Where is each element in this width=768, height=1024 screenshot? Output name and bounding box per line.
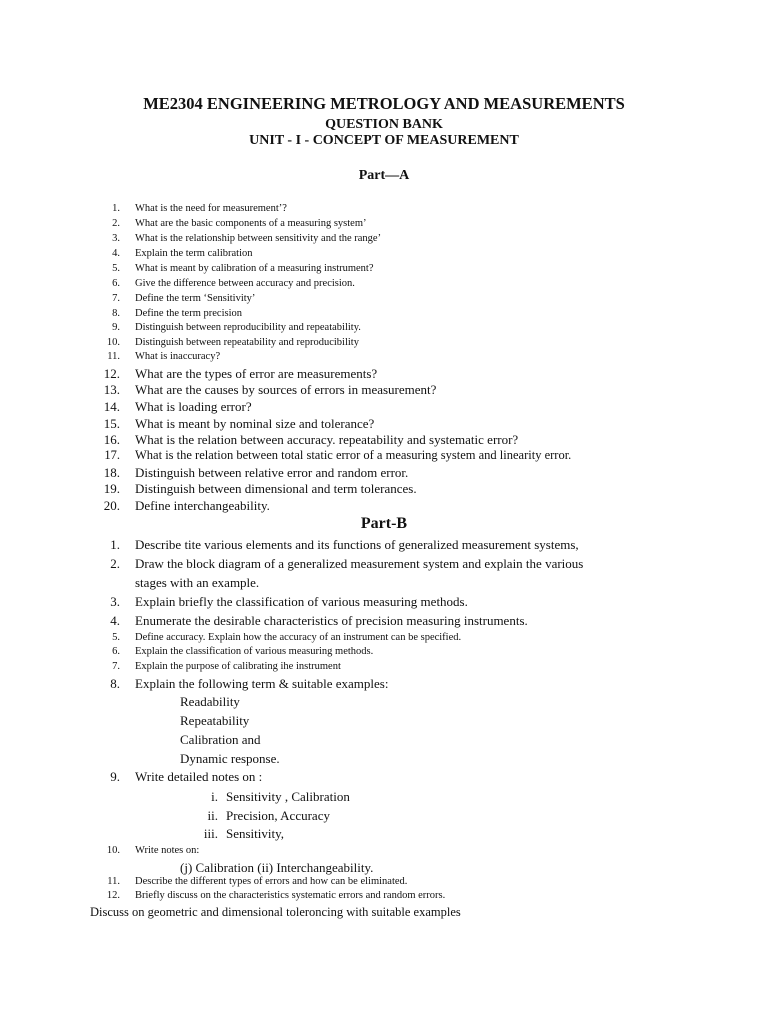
question-number: 10. bbox=[106, 845, 120, 856]
question-number: 8. bbox=[110, 676, 120, 691]
question-number: 2. bbox=[112, 218, 120, 229]
question-text: Distinguish between relative error and random error. bbox=[135, 465, 409, 480]
question-number: 11. bbox=[107, 876, 120, 887]
question-text: Describe the different types of errors and how can be eliminated. bbox=[135, 876, 408, 887]
question-number: 4. bbox=[110, 613, 120, 628]
question-number: 11. bbox=[107, 351, 120, 362]
question-number: 18. bbox=[103, 465, 120, 480]
question-text: What are the basic components of a measuring system’ bbox=[135, 218, 367, 229]
question-text: Explain briefly the classification of various measuring methods. bbox=[135, 594, 468, 609]
question-text: Distinguish between reproducibility and repeatability. bbox=[135, 322, 361, 333]
question-number: 1. bbox=[110, 537, 120, 552]
question-number: 19. bbox=[103, 481, 120, 496]
question-number: 6. bbox=[112, 646, 120, 657]
question-text: Define the term ‘Sensitivity’ bbox=[135, 293, 256, 304]
term-item: Calibration and bbox=[180, 732, 261, 747]
question-text: Explain the purpose of calibrating ihe instrument bbox=[135, 661, 341, 672]
subitem-text: Sensitivity, bbox=[226, 826, 285, 841]
document-title: ME2304 ENGINEERING METROLOGY AND MEASUREMENTS bbox=[143, 94, 625, 113]
final-question: Discuss on geometric and dimensional toleroncing with suitable examples bbox=[90, 905, 461, 919]
question-text: Distinguish between repeatability and reproducibility bbox=[135, 337, 359, 348]
question-number: 9. bbox=[110, 769, 120, 784]
question-text: What are the causes by sources of errors in measurement? bbox=[135, 382, 437, 397]
question-number: 1. bbox=[112, 203, 120, 214]
question-number: 7. bbox=[112, 293, 120, 304]
question-number: 5. bbox=[112, 263, 120, 274]
subitem-number: iii. bbox=[203, 826, 218, 841]
question-text: Enumerate the desirable characteristics of precision measuring instruments. bbox=[135, 613, 528, 628]
term-item: Repeatability bbox=[180, 713, 250, 728]
subitem bbox=[194, 826, 284, 842]
question-text: Explain the term calibration bbox=[135, 248, 253, 259]
question-text: Explain the classification of various measuring methods. bbox=[135, 646, 374, 657]
question-number: 15. bbox=[103, 416, 120, 431]
question-text: What is loading error? bbox=[135, 399, 252, 414]
question-text: Explain the following term & suitable examples: bbox=[135, 676, 389, 691]
subitem bbox=[194, 808, 330, 824]
part-a-heading: Part—A bbox=[358, 168, 410, 183]
subitem-text: Precision, Accuracy bbox=[226, 808, 330, 823]
question-text: Define interchangeability. bbox=[135, 498, 270, 513]
question-text: Give the difference between accuracy and precision. bbox=[135, 278, 355, 289]
question-number: 13. bbox=[103, 382, 120, 397]
question-number: 7. bbox=[112, 661, 120, 672]
question-number: 8. bbox=[112, 308, 120, 319]
question-number: 16. bbox=[103, 432, 120, 447]
question-text: Define accuracy. Explain how the accuracy of an instrument can be specified. bbox=[135, 632, 462, 643]
subitem bbox=[194, 789, 350, 805]
question-number: 4. bbox=[112, 248, 120, 259]
question-text: Write detailed notes on : bbox=[135, 769, 263, 784]
question-text: What is meant by nominal size and tolerance? bbox=[135, 416, 375, 431]
question-text: stages with an example. bbox=[135, 575, 260, 590]
term-item: Dynamic response. bbox=[180, 751, 280, 766]
term-item: Readability bbox=[180, 694, 240, 709]
question-text: What are the types of error are measurements? bbox=[135, 366, 378, 381]
question-number: 3. bbox=[112, 233, 120, 244]
question-number: 9. bbox=[112, 322, 120, 333]
question-number: 12. bbox=[106, 890, 120, 901]
question-text: Write notes on: bbox=[135, 845, 200, 856]
question-number: 10. bbox=[106, 337, 120, 348]
question-text: What is the need for measurement’? bbox=[135, 203, 287, 214]
question-number: 17. bbox=[104, 448, 120, 462]
question-text: What is the relation between total static error of a measuring system and linearity error. bbox=[135, 448, 572, 462]
question-text: Describe tite various elements and its functions of generalized measurement systems, bbox=[135, 537, 579, 552]
question-number: 14. bbox=[103, 399, 120, 414]
question-number: 3. bbox=[110, 594, 120, 609]
question-number: 6. bbox=[112, 278, 120, 289]
part-b-heading: Part-B bbox=[360, 515, 408, 532]
question-number: 5. bbox=[112, 632, 120, 643]
question-text: What is the relationship between sensitivity and the range’ bbox=[135, 233, 382, 244]
subitem-text: Sensitivity , Calibration bbox=[226, 789, 350, 804]
subitem-number: ii. bbox=[207, 808, 218, 823]
question-text: Define the term precision bbox=[135, 308, 242, 319]
question-text: Draw the block diagram of a generalized measurement system and explain the various bbox=[135, 556, 584, 571]
question-text: What is the relation between accuracy. repeatability and systematic error? bbox=[135, 432, 519, 447]
question-number: 20. bbox=[103, 498, 120, 513]
question-text: What is meant by calibration of a measuring instrument? bbox=[135, 263, 374, 274]
question-number: 2. bbox=[110, 556, 120, 571]
question-text: Distinguish between dimensional and term tolerances. bbox=[135, 481, 417, 496]
document-subtitle: QUESTION BANK bbox=[325, 117, 443, 132]
subitem-number: i. bbox=[211, 789, 218, 804]
unit-heading: UNIT - I - CONCEPT OF MEASUREMENT bbox=[249, 133, 519, 148]
question-text: What is inaccuracy? bbox=[135, 351, 221, 362]
question-text: Briefly discuss on the characteristics systematic errors and random errors. bbox=[135, 890, 446, 901]
q10-subitems: (j) Calibration (ii) Interchangeability. bbox=[180, 860, 374, 875]
question-number: 12. bbox=[103, 366, 120, 381]
